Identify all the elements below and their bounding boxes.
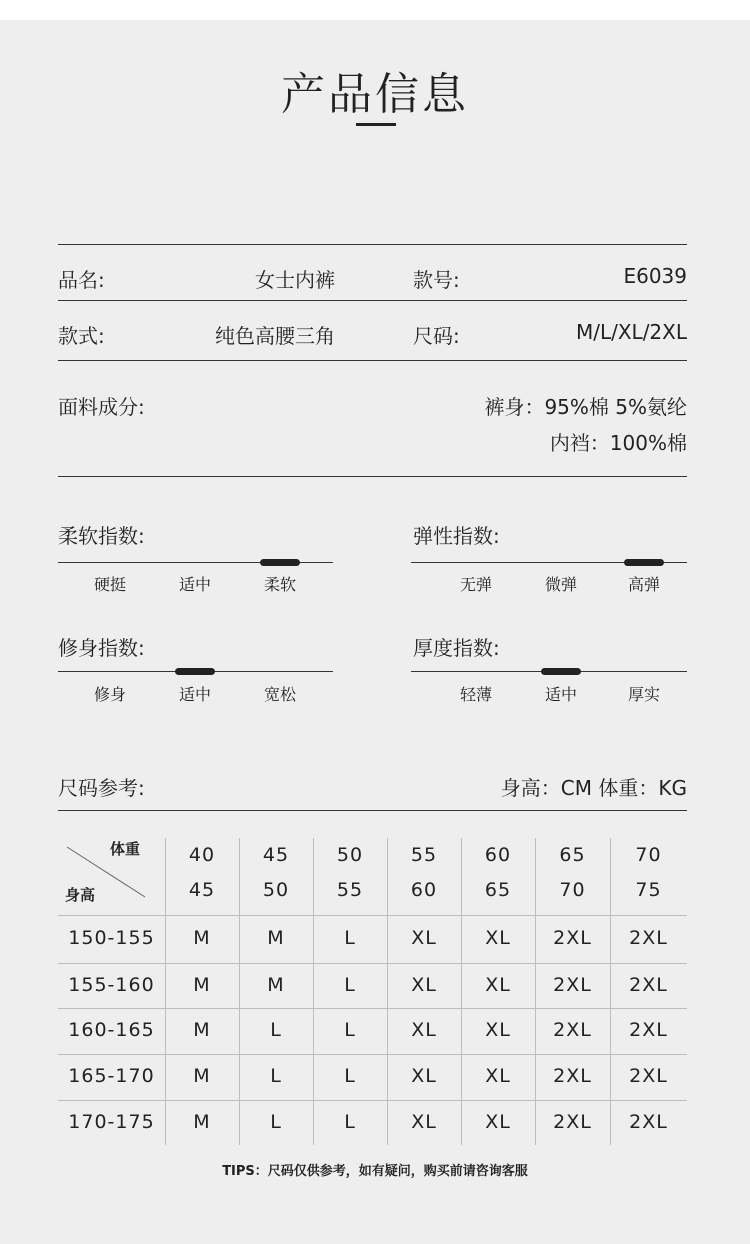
name-value: 女士内裤 <box>255 268 335 292</box>
size-cell: XL <box>411 1110 437 1133</box>
size-cell: L <box>270 1065 282 1087</box>
elasticity-option: 高弹 <box>627 575 660 594</box>
thickness-option: 轻薄 <box>459 685 492 704</box>
fit-option: 修身 <box>93 685 126 704</box>
title-underline <box>356 123 396 126</box>
weight-header-cell: 70 <box>635 844 662 866</box>
size-cell: M <box>193 1019 211 1041</box>
corner-height-label: 身高 <box>65 886 96 904</box>
weight-header-cell: 65 <box>559 844 586 866</box>
size-cell: 2XL <box>629 1110 668 1133</box>
size-cell: L <box>344 1019 356 1041</box>
size-cell: L <box>344 1110 356 1133</box>
size-cell: XL <box>411 1019 437 1041</box>
table-row-divider <box>58 963 687 964</box>
size-cell: 2XL <box>629 1019 668 1041</box>
height-range-cell: 165-170 <box>68 1065 155 1087</box>
name-label: 品名: <box>58 268 105 292</box>
softness-option: 硬挺 <box>93 575 126 594</box>
size-cell: M <box>193 1065 211 1087</box>
size-cell: XL <box>411 1065 437 1087</box>
size-cell: M <box>193 1110 211 1133</box>
fit-index-label: 修身指数: <box>58 636 145 660</box>
elasticity-option: 微弹 <box>544 575 577 594</box>
corner-weight-label: 体重 <box>110 840 141 858</box>
fabric-lining: 内裆：100%棉 <box>549 431 687 455</box>
size-cell: M <box>193 927 211 949</box>
weight-header-cell: 60 <box>484 844 512 866</box>
size-cell: 2XL <box>629 1065 668 1087</box>
elasticity-index-label: 弹性指数: <box>413 524 500 548</box>
height-range-cell: 160-165 <box>68 1019 155 1041</box>
thickness-option: 适中 <box>544 685 577 704</box>
weight-header-cell: 50 <box>262 879 290 901</box>
softness-option: 适中 <box>178 575 211 594</box>
size-cell: XL <box>485 927 511 949</box>
elasticity-option: 无弹 <box>459 575 492 594</box>
size-cell: XL <box>485 973 511 996</box>
size-cell: M <box>193 973 211 996</box>
size-cell: L <box>344 1065 356 1087</box>
size-ref-label: 尺码参考: <box>58 776 145 800</box>
size-cell: 2XL <box>553 1065 592 1087</box>
divider <box>58 360 687 361</box>
thickness-option: 厚实 <box>627 685 660 704</box>
weight-header-cell: 65 <box>484 879 512 901</box>
table-row-divider <box>58 1008 687 1009</box>
weight-header-cell: 70 <box>559 879 586 901</box>
weight-header-cell: 45 <box>262 844 290 866</box>
divider <box>58 476 687 477</box>
fit-scale-marker <box>175 668 215 675</box>
size-cell: XL <box>411 973 437 996</box>
size-cell: 2XL <box>629 927 668 949</box>
fabric-label: 面料成分: <box>58 395 145 419</box>
size-cell: 2XL <box>553 973 592 996</box>
weight-header-cell: 75 <box>635 879 662 901</box>
size-cell: XL <box>485 1065 511 1087</box>
weight-header-cell: 45 <box>188 879 216 901</box>
weight-header-cell: 55 <box>410 844 438 866</box>
divider <box>58 244 687 245</box>
weight-header-cell: 40 <box>188 844 216 866</box>
size-label: 尺码: <box>413 324 460 348</box>
page-title: 产品信息 <box>281 69 469 120</box>
size-cell: XL <box>485 1019 511 1041</box>
height-range-cell: 150-155 <box>68 927 155 949</box>
size-cell: 2XL <box>553 927 592 949</box>
size-value: M/L/XL/2XL <box>575 320 687 344</box>
height-range-cell: 155-160 <box>68 973 155 996</box>
size-cell: XL <box>411 927 437 949</box>
size-cell: L <box>270 1110 282 1133</box>
elasticity-scale-marker <box>624 559 664 566</box>
size-cell: XL <box>485 1110 511 1133</box>
fabric-body: 裤身：95%棉 5%氨纶 <box>484 395 687 419</box>
size-cell: M <box>267 927 285 949</box>
weight-header-cell: 55 <box>336 879 364 901</box>
softness-option: 柔软 <box>263 575 296 594</box>
style-value: 纯色高腰三角 <box>215 324 335 348</box>
thickness-index-label: 厚度指数: <box>413 636 500 660</box>
fit-option: 宽松 <box>263 685 296 704</box>
size-cell: M <box>267 973 285 996</box>
size-cell: 2XL <box>553 1019 592 1041</box>
size-cell: 2XL <box>553 1110 592 1133</box>
divider <box>58 810 687 811</box>
table-row-divider <box>58 915 687 916</box>
table-row-divider <box>58 1100 687 1101</box>
tips-note: TIPS：尺码仅供参考，如有疑问，购买前请咨询客服 <box>222 1164 528 1179</box>
size-ref-units: 身高：CM 体重：KG <box>500 776 687 800</box>
code-label: 款号: <box>413 268 460 292</box>
divider <box>58 300 687 301</box>
softness-index-label: 柔软指数: <box>58 524 145 548</box>
size-cell: L <box>270 1019 282 1041</box>
weight-header-cell: 60 <box>410 879 438 901</box>
size-cell: 2XL <box>629 973 668 996</box>
weight-header-cell: 50 <box>336 844 364 866</box>
size-cell: L <box>344 973 356 996</box>
fit-option: 适中 <box>178 685 211 704</box>
height-range-cell: 170-175 <box>68 1110 155 1133</box>
code-value: E6039 <box>623 264 687 288</box>
size-cell: L <box>344 927 356 949</box>
style-label: 款式: <box>58 324 105 348</box>
thickness-scale-marker <box>541 668 581 675</box>
table-row-divider <box>58 1054 687 1055</box>
softness-scale-marker <box>260 559 300 566</box>
